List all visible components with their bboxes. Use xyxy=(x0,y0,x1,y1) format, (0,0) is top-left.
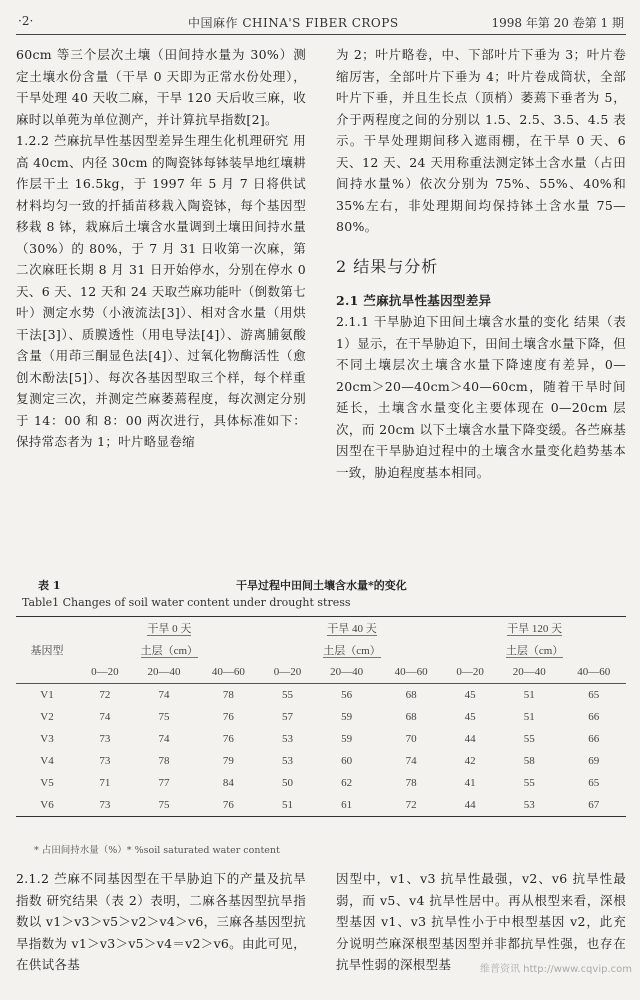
watermark: 维普资讯 http://www.cqvip.com xyxy=(479,964,632,975)
layer-header: 40—60 xyxy=(394,666,428,678)
value-cell: 78 xyxy=(158,755,170,767)
table-row xyxy=(16,794,626,817)
table-header-row xyxy=(16,661,626,684)
running-header xyxy=(18,14,624,34)
value-cell: 68 xyxy=(405,711,417,723)
value-cell: 76 xyxy=(222,711,234,723)
paragraph: 因型中，v1、v3 抗旱性最强，v2、v6 抗旱性最弱，而 v5、v4 抗旱性居中。再从根型来看，深根型基因 v1、v3 抗旱性小于中根型基因 v2，此充分说明苎麻深根型基因型并非都抗旱性强，也存在抗旱性弱的深根型基 xyxy=(336,871,626,972)
value-cell: 77 xyxy=(158,777,170,789)
value-cell: 74 xyxy=(405,755,417,767)
value-cell: 53 xyxy=(497,794,561,817)
value-cell: 74 xyxy=(158,733,170,745)
value-cell: 76 xyxy=(196,794,260,817)
value-cell: 72 xyxy=(379,794,443,817)
layer-header: 0—20 xyxy=(456,666,484,678)
value-cell: 51 xyxy=(497,684,561,707)
right-column xyxy=(336,44,626,483)
value-cell: 53 xyxy=(282,733,294,745)
table-header-row xyxy=(16,639,626,661)
value-cell: 61 xyxy=(314,794,378,817)
section-title: 2 结果与分析 xyxy=(336,256,439,276)
value-cell: 68 xyxy=(379,684,443,707)
value-cell: 84 xyxy=(222,777,234,789)
layer-header: 40—60 xyxy=(211,666,245,678)
value-cell: 57 xyxy=(282,711,294,723)
value-cell: 44 xyxy=(443,794,497,817)
table-title-english: Table1 Changes of soil water content under drought stress xyxy=(22,596,351,609)
value-cell: 71 xyxy=(99,777,111,789)
value-cell: 42 xyxy=(464,755,476,767)
issue-info: 1998 年第 20 卷第 1 期 xyxy=(491,16,624,30)
layer-header: 0—20 xyxy=(91,666,119,678)
layer-header: 20—40 xyxy=(512,666,546,678)
value-cell: 45 xyxy=(464,711,476,723)
table-row xyxy=(16,750,626,772)
table-header-row xyxy=(16,617,626,640)
value-cell: 75 xyxy=(158,711,170,723)
paragraph: 为 2；叶片略卷，中、下部叶片下垂为 3；叶片卷缩厉害，全部叶片下垂为 4；叶片卷成筒状，全部叶片下垂，并且生长点（顶梢）萎蔫下垂者为 5，介于两程度之间的分别以 1.5、2.5、3.5、4.5 表示。干旱处理期间移入遮雨棚，在干旱 0 天、6 天、12 天、24 天用称重法测定钵土含水量（占田间持水量%）依次分别为 75%、55%、40%和 35%左右，非处理期间均保持钵土含水量 75—80%。 xyxy=(336,47,626,234)
table-row xyxy=(16,684,626,707)
table-footnote: * 占田间持水量（%）* %soil saturated water content xyxy=(34,845,280,856)
page-number: ·2· xyxy=(18,14,34,28)
value-cell: 44 xyxy=(464,733,476,745)
value-cell: 67 xyxy=(562,794,627,817)
value-cell: 75 xyxy=(132,794,196,817)
genotype-cell: V1 xyxy=(16,684,78,707)
value-cell: 55 xyxy=(523,777,535,789)
value-cell: 72 xyxy=(78,684,132,707)
layer-header: 20—40 xyxy=(330,666,364,678)
value-cell: 65 xyxy=(562,684,627,707)
row-header: 基因型 xyxy=(16,617,78,684)
left-column-bottom xyxy=(16,868,306,976)
journal-name: 中国麻作 CHINA'S FIBER CROPS xyxy=(188,16,399,30)
group-header: 干旱 40 天 xyxy=(261,617,444,640)
value-cell: 55 xyxy=(261,684,315,707)
value-cell: 50 xyxy=(282,777,294,789)
value-cell: 59 xyxy=(341,711,353,723)
soil-layer-header: 土层（cm） xyxy=(505,645,564,657)
table-caption xyxy=(16,577,624,593)
table-row xyxy=(16,728,626,750)
value-cell: 41 xyxy=(464,777,476,789)
value-cell: 73 xyxy=(99,733,111,745)
value-cell: 73 xyxy=(99,755,111,767)
soil-layer-header: 土层（cm） xyxy=(323,645,381,657)
layer-header: 40—60 xyxy=(577,666,611,678)
value-cell: 74 xyxy=(99,711,111,723)
value-cell: 79 xyxy=(222,755,234,767)
value-cell: 51 xyxy=(261,794,315,817)
value-cell: 66 xyxy=(588,733,600,745)
layer-header: 20—40 xyxy=(147,666,181,678)
value-cell: 58 xyxy=(523,755,535,767)
soil-layer-header: 土层（cm） xyxy=(140,645,199,657)
value-cell: 55 xyxy=(523,733,535,745)
value-cell: 70 xyxy=(405,733,417,745)
soil-water-table xyxy=(16,616,626,817)
genotype-cell: V3 xyxy=(40,733,54,745)
paragraph: 2.1.1 干旱胁迫下田间土壤含水量的变化 结果（表 1）显示，在干旱胁迫下，田间土壤含水量下降，但不同土壤层次土壤含水量下降速度有差异，0—20cm＞20—40cm＞40—60cm，随着干旱时间延长，土壤含水量变化主要体现在 0—20cm 层次，而 20cm 以下土壤含水量下降变缓。各苎麻基因型在干旱胁迫过程中的土壤含水量变化趋势基本一致，胁迫程度基本相同。 xyxy=(336,314,626,480)
value-cell: 65 xyxy=(588,777,600,789)
value-cell: 69 xyxy=(588,755,600,767)
genotype-cell: V6 xyxy=(16,794,78,817)
paragraph: 1.2.2 苎麻抗旱性基因型差异生理生化机理研究 用高 40cm、内径 30cm 的陶瓷钵每钵装旱地红壤耕作层干土 16.5kg，于 1997 年 5 月 7 日将供试材料均匀一致的扦插苗移栽入陶瓷钵，每个基因型移栽 8 钵，栽麻后土壤含水量调到土壤田间持水量（30%）的 80%，于 7 月 31 日收第一次麻，第二次麻旺长期 8 月 31 日开始停水，分别在停水 0 天、6 天、12 天和 24 天取苎麻功能叶（倒数第七叶）测定水势（小液流法[3]）、相对含水量（用烘干法[3]）、质膜透性（用电导法[4]）、游离脯氨酸含量（用茚三酮显色法[4]）、过氧化物酶活性（愈创木酚法[5]）、每次各基因型取三个样，每个样重复测定三次，并测定苎麻萎蔫程度，每次测定分别于 14：00 和 8：00 两次进行，具体标准如下：保持常态者为 1；叶片略显卷缩 xyxy=(16,133,306,449)
value-cell: 45 xyxy=(443,684,497,707)
value-cell: 73 xyxy=(78,794,132,817)
table-row xyxy=(16,706,626,728)
paragraph: 2.1.2 苎麻不同基因型在干旱胁迫下的产量及抗旱指数 研究结果（表 2）表明，二麻各基因型抗旱指数以 v1＞v3＞v5＞v2＞v4＞v6，三麻各基因型抗旱指数为 v1＞v3＞v5＞v4＝v2＞v6。由此可见，在供试各基 xyxy=(16,871,306,972)
genotype-cell: V5 xyxy=(40,777,54,789)
value-cell: 66 xyxy=(588,711,600,723)
table-title: 干旱过程中田间土壤含水量*的变化 xyxy=(236,579,407,592)
genotype-cell: V4 xyxy=(40,755,54,767)
value-cell: 76 xyxy=(222,733,234,745)
value-cell: 62 xyxy=(341,777,353,789)
layer-header: 0—20 xyxy=(273,666,302,678)
subsection-title: 2.1 苎麻抗旱性基因型差异 xyxy=(336,292,492,308)
value-cell: 51 xyxy=(523,711,535,723)
value-cell: 78 xyxy=(196,684,260,707)
value-cell: 74 xyxy=(132,684,196,707)
value-cell: 60 xyxy=(341,755,353,767)
value-cell: 78 xyxy=(405,777,417,789)
group-header: 干旱 120 天 xyxy=(443,617,626,640)
value-cell: 56 xyxy=(314,684,378,707)
header-rule xyxy=(16,34,626,35)
value-cell: 59 xyxy=(341,733,353,745)
group-header: 干旱 0 天 xyxy=(78,617,261,640)
genotype-cell: V2 xyxy=(40,711,54,723)
value-cell: 53 xyxy=(282,755,294,767)
paragraph: 60cm 等三个层次土壤（田间持水量为 30%）测定土壤水份含量（干旱 0 天即为正常水份处理），干旱处理 40 天收二麻，干旱 120 天后收三麻，收麻时以单蔸为单位测产，并计算抗旱指数[2]。 xyxy=(16,47,306,127)
left-column xyxy=(16,44,306,453)
table-label: 表 1 xyxy=(38,579,61,592)
table-row xyxy=(16,772,626,794)
